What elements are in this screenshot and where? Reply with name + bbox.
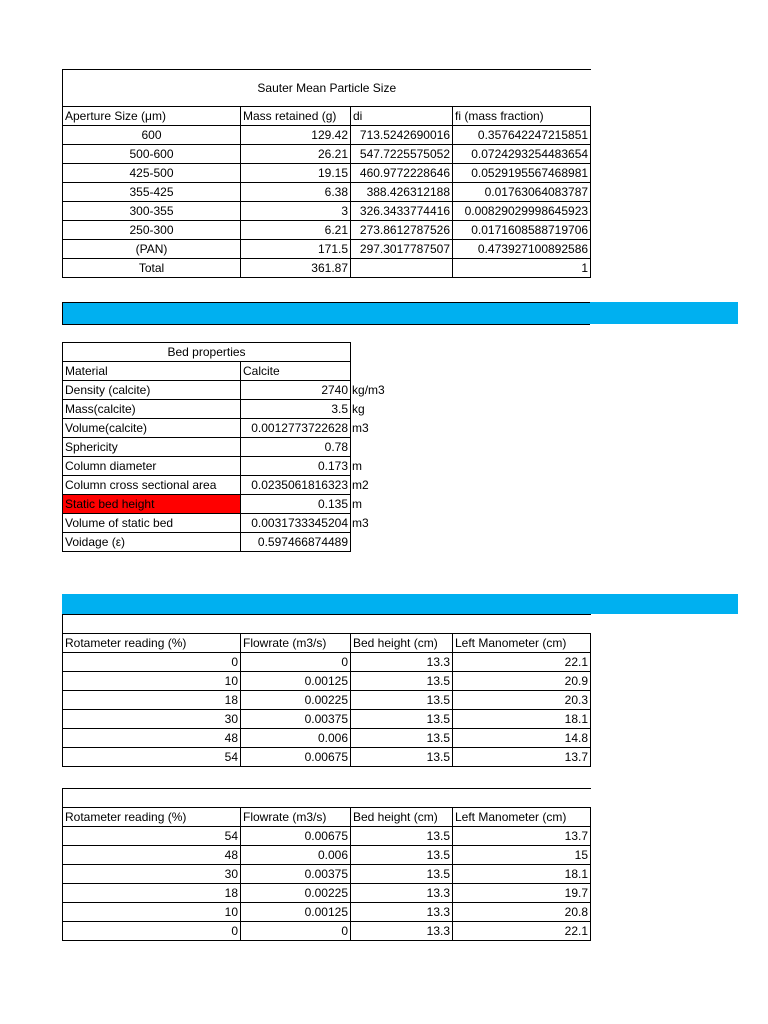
header-rotameter: Rotameter reading (%) <box>63 808 241 827</box>
bed-property-label: Mass(calcite) <box>63 400 241 419</box>
bed-property-value: 0.0031733345204 <box>241 514 351 533</box>
bed-property-unit: kg/m3 <box>352 383 385 397</box>
sauter-header-row <box>63 107 591 126</box>
sauter-row <box>63 202 591 221</box>
bed-property-label: Column diameter <box>63 457 241 476</box>
flowrate-cell: 0.006 <box>241 729 351 748</box>
bed-height-cell: 13.5 <box>351 691 453 710</box>
rotameter-cell: 54 <box>63 748 241 767</box>
left-manometer-cell: 14.8 <box>453 729 591 748</box>
flowrate-cell: 0 <box>241 653 351 672</box>
bed-property-value: 0.173 <box>241 457 351 476</box>
flowrate-cell: 0.00375 <box>241 865 351 884</box>
bed-height-cell: 13.5 <box>351 865 453 884</box>
di-cell: 326.3433774416 <box>351 202 453 221</box>
di-cell: 297.3017787507 <box>351 240 453 259</box>
di-cell: 273.8612787526 <box>351 221 453 240</box>
bed-title-row <box>63 343 393 362</box>
bed-row <box>63 457 393 476</box>
bed-height-cell: 13.3 <box>351 653 453 672</box>
flow-table-2 <box>62 788 591 941</box>
aperture-cell: Total <box>63 259 241 278</box>
rotameter-cell: 48 <box>63 729 241 748</box>
flow-row <box>63 653 591 672</box>
aperture-cell: 300-355 <box>63 202 241 221</box>
bed-row <box>63 495 393 514</box>
header-mass: Mass retained (g) <box>241 107 351 126</box>
bed-row <box>63 381 393 400</box>
bed-property-unit <box>351 438 393 457</box>
header-left-manometer: Left Manometer (cm) <box>453 808 591 827</box>
rotameter-cell: 0 <box>63 653 241 672</box>
mass-cell: 6.38 <box>241 183 351 202</box>
bed-property-unit: m <box>352 497 363 511</box>
aperture-cell: 500-600 <box>63 145 241 164</box>
bed-property-value: 0.0012773722628 <box>241 419 351 438</box>
bed-height-cell: 13.5 <box>351 729 453 748</box>
left-manometer-cell: 22.1 <box>453 922 591 941</box>
flow-row <box>63 903 591 922</box>
mass-cell: 3 <box>241 202 351 221</box>
bed-row <box>63 419 393 438</box>
di-cell <box>351 259 453 278</box>
bed-height-cell: 13.5 <box>351 748 453 767</box>
flowrate-cell: 0.00675 <box>241 827 351 846</box>
header-rotameter: Rotameter reading (%) <box>63 634 241 653</box>
left-manometer-cell: 18.1 <box>453 710 591 729</box>
flow-row <box>63 691 591 710</box>
bed-height-cell: 13.3 <box>351 922 453 941</box>
sauter-row <box>63 259 591 278</box>
flow2-header-row <box>63 808 591 827</box>
left-manometer-cell: 18.1 <box>453 865 591 884</box>
bed-row <box>63 400 393 419</box>
header-di: di <box>351 107 453 126</box>
flow1-header-row <box>63 634 591 653</box>
bed-row <box>63 362 393 381</box>
sauter-title-row <box>63 70 591 107</box>
bed-property-label: Voidage (ε) <box>63 533 241 552</box>
rotameter-cell: 0 <box>63 922 241 941</box>
rotameter-cell: 48 <box>63 846 241 865</box>
rotameter-cell: 18 <box>63 884 241 903</box>
aperture-cell: 425-500 <box>63 164 241 183</box>
bed-height-cell: 13.5 <box>351 846 453 865</box>
rotameter-cell: 54 <box>63 827 241 846</box>
sauter-row <box>63 240 591 259</box>
bed-property-value: 0.135 <box>241 495 351 514</box>
rotameter-cell: 10 <box>63 903 241 922</box>
di-cell: 388.426312188 <box>351 183 453 202</box>
sauter-table <box>62 69 591 278</box>
header-fi: fi (mass fraction) <box>453 107 591 126</box>
section-divider-border <box>62 302 590 325</box>
fi-cell: 0.473927100892586 <box>453 240 591 259</box>
bed-height-cell: 13.5 <box>351 827 453 846</box>
flowrate-cell: 0.006 <box>241 846 351 865</box>
aperture-cell: 355-425 <box>63 183 241 202</box>
flowrate-cell: 0.00125 <box>241 672 351 691</box>
fi-cell: 0.0724293254483654 <box>453 145 591 164</box>
fi-cell: 0.01763064083787 <box>453 183 591 202</box>
bed-property-unit: m3 <box>352 421 369 435</box>
fi-cell: 0.357642247215851 <box>453 126 591 145</box>
di-cell: 713.5242690016 <box>351 126 453 145</box>
bed-row <box>63 476 393 495</box>
left-manometer-cell: 19.7 <box>453 884 591 903</box>
bed-property-unit: m <box>352 459 363 473</box>
mass-cell: 171.5 <box>241 240 351 259</box>
flow-row <box>63 827 591 846</box>
bed-property-value: 2740 <box>241 381 351 400</box>
bed-property-label: Volume(calcite) <box>63 419 241 438</box>
header-left-manometer: Left Manometer (cm) <box>453 634 591 653</box>
flowrate-cell: 0.00675 <box>241 748 351 767</box>
left-manometer-cell: 15 <box>453 846 591 865</box>
header-bed-height: Bed height (cm) <box>351 634 453 653</box>
flow-table-1 <box>62 614 591 767</box>
bed-property-label: Density (calcite) <box>63 381 241 400</box>
bed-property-value: 0.0235061816323 <box>241 476 351 495</box>
bed-property-unit: m2 <box>352 478 369 492</box>
flow-row <box>63 865 591 884</box>
left-manometer-cell: 22.1 <box>453 653 591 672</box>
flow-row <box>63 729 591 748</box>
left-manometer-cell: 13.7 <box>453 748 591 767</box>
rotameter-cell: 18 <box>63 691 241 710</box>
bed-property-unit <box>351 533 393 552</box>
fi-cell: 1 <box>453 259 591 278</box>
flow-row <box>63 672 591 691</box>
flow-row <box>63 884 591 903</box>
bed-row <box>63 533 393 552</box>
section-divider-bar-2 <box>62 594 738 614</box>
flow-row <box>63 846 591 865</box>
sauter-row <box>63 221 591 240</box>
left-manometer-cell: 13.7 <box>453 827 591 846</box>
bed-property-label: Static bed height <box>63 495 241 514</box>
flow-row <box>63 748 591 767</box>
header-flowrate: Flowrate (m3/s) <box>241 808 351 827</box>
bed-property-value: 0.78 <box>241 438 351 457</box>
flow1-blank-row <box>63 615 591 634</box>
header-flowrate: Flowrate (m3/s) <box>241 634 351 653</box>
bed-property-value: Calcite <box>241 362 351 381</box>
fi-cell: 0.0171608588719706 <box>453 221 591 240</box>
bed-property-label: Material <box>63 362 241 381</box>
bed-property-label: Column cross sectional area <box>63 476 241 495</box>
aperture-cell: 250-300 <box>63 221 241 240</box>
di-cell: 547.7225575052 <box>351 145 453 164</box>
mass-cell: 26.21 <box>241 145 351 164</box>
bed-property-value: 0.597466874489 <box>241 533 351 552</box>
empty-cell <box>63 615 591 634</box>
bed-title: Bed properties <box>63 343 351 362</box>
aperture-cell: (PAN) <box>63 240 241 259</box>
sauter-row <box>63 145 591 164</box>
fi-cell: 0.00829029998645923 <box>453 202 591 221</box>
di-cell: 460.9772228646 <box>351 164 453 183</box>
mass-cell: 19.15 <box>241 164 351 183</box>
bed-property-value: 3.5 <box>241 400 351 419</box>
left-manometer-cell: 20.3 <box>453 691 591 710</box>
header-bed-height: Bed height (cm) <box>351 808 453 827</box>
header-aperture: Aperture Size (μm) <box>63 107 241 126</box>
flowrate-cell: 0.00225 <box>241 884 351 903</box>
aperture-cell: 600 <box>63 126 241 145</box>
flowrate-cell: 0.00225 <box>241 691 351 710</box>
flowrate-cell: 0 <box>241 922 351 941</box>
flow-row <box>63 710 591 729</box>
rotameter-cell: 10 <box>63 672 241 691</box>
bed-property-label: Volume of static bed <box>63 514 241 533</box>
empty-cell <box>63 789 591 808</box>
sauter-row <box>63 164 591 183</box>
rotameter-cell: 30 <box>63 865 241 884</box>
bed-property-unit: kg <box>352 402 365 416</box>
mass-cell: 361.87 <box>241 259 351 278</box>
sauter-row <box>63 126 591 145</box>
bed-height-cell: 13.3 <box>351 903 453 922</box>
mass-cell: 129.42 <box>241 126 351 145</box>
flowrate-cell: 0.00375 <box>241 710 351 729</box>
flow-row <box>63 922 591 941</box>
flow2-blank-row <box>63 789 591 808</box>
left-manometer-cell: 20.8 <box>453 903 591 922</box>
bed-property-unit <box>351 362 393 381</box>
left-manometer-cell: 20.9 <box>453 672 591 691</box>
flowrate-cell: 0.00125 <box>241 903 351 922</box>
rotameter-cell: 30 <box>63 710 241 729</box>
empty-cell <box>351 343 393 362</box>
sauter-row <box>63 183 591 202</box>
bed-property-unit: m3 <box>352 516 369 530</box>
fi-cell: 0.0529195567468981 <box>453 164 591 183</box>
mass-cell: 6.21 <box>241 221 351 240</box>
bed-row <box>63 438 393 457</box>
sauter-title: Sauter Mean Particle Size <box>63 70 591 107</box>
bed-height-cell: 13.5 <box>351 710 453 729</box>
bed-height-cell: 13.5 <box>351 672 453 691</box>
bed-row <box>63 514 393 533</box>
bed-property-label: Sphericity <box>63 438 241 457</box>
bed-height-cell: 13.3 <box>351 884 453 903</box>
bed-properties-table <box>62 342 393 552</box>
